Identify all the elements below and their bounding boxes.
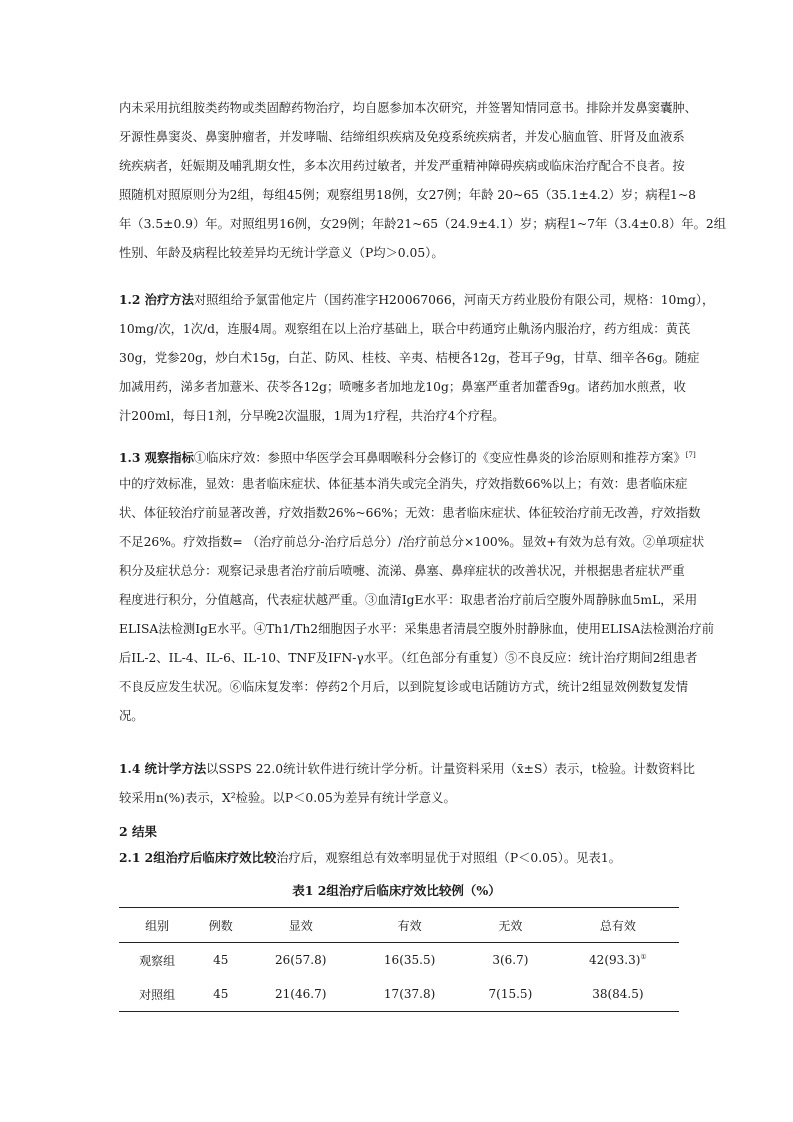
section-1-3-heading: 1.3 观察指标 (119, 450, 194, 465)
intro-line-4: 照随机对照原则分为2组，每组45例；观察组男18例，女27例；年龄 20~65（35.1±4.2）岁；病程1~8 (119, 188, 696, 202)
col-cases: 例数 (195, 908, 246, 943)
table-cell: 7(15.5) (464, 977, 557, 1012)
col-total: 总有效 (557, 908, 679, 943)
section-1-2-line-3: 30g，党参20g，炒白术15g，白芷、防风、桂枝、辛夷、桔梗各12g，苍耳子9g，甘草、细辛各6g。随症 (119, 351, 700, 365)
table-cell: 17(37.8) (355, 977, 464, 1012)
section-1-3-line-1: 1.3 观察指标①临床疗效：参照中华医学会耳鼻咽喉科分会修订的《变应性鼻炎的诊治原则和推荐方案》[7] (119, 450, 696, 465)
table-header-row (119, 908, 679, 943)
section-1-4-heading: 1.4 统计学方法 (119, 761, 207, 776)
col-marked: 显效 (246, 908, 355, 943)
intro-line-6: 性别、年龄及病程比较差异均无统计学意义（P均＞0.05）。 (119, 246, 444, 260)
col-ineffective: 无效 (464, 908, 557, 943)
section-1-3-line-3: 状、体征较治疗前显著改善，疗效指数26%~66%；无效：患者临床症状、体征较治疗前无改善，疗效指数 (119, 506, 701, 520)
table-row (119, 943, 679, 978)
section-1-4-line-1: 1.4 统计学方法以SSPS 22.0统计软件进行统计学分析。计量资料采用（x̄±S）表示，t检验。计数资料比 (119, 761, 695, 776)
table-cell: 26(57.8) (275, 953, 327, 967)
efficacy-table (119, 907, 679, 1012)
section-1-3-line-8: 后IL-2、IL-4、IL-6、IL-10、TNF及IFN-γ水平。（红色部分有重复）⑤不良反应：统计治疗期间2组患者 (119, 651, 698, 665)
section-2-1-heading: 2.1 2组治疗后临床疗效比较 (119, 850, 277, 865)
table-cell: 16(35.5) (383, 953, 436, 967)
table-cell-total: 42(93.3)① (589, 953, 647, 967)
section-1-2-line-1: 1.2 治疗方法对照组给予氯雷他定片（国药准字H20067066，河南天方药业股份有限公司，规格：10mg）， (119, 292, 715, 307)
table-cell: 21(46.7) (246, 977, 355, 1012)
table-cell: 45 (213, 953, 229, 967)
section-1-3-line-9: 不良反应发生状况。⑥临床复发率：停药2个月后，以到院复诊或电话随访方式，统计2组显效例数复发情 (119, 680, 689, 694)
section-1-2-heading: 1.2 治疗方法 (119, 292, 194, 307)
section-1-3-line-10: 况。 (119, 709, 144, 723)
intro-line-3: 统疾病者，妊娠期及哺乳期女性，多本次用药过敏者，并发严重精神障碍疾病或临床治疗配合不良者。按 (119, 159, 685, 173)
significance-mark: ① (640, 953, 647, 961)
col-effective: 有效 (355, 908, 464, 943)
section-2-1-line: 2.1 2组治疗后临床疗效比较治疗后，观察组总有效率明显优于对照组（P＜0.05）。见表1。 (119, 850, 621, 865)
reference-mark: [7] (685, 451, 696, 459)
section-1-3-line-5: 积分及症状总分：观察记录患者治疗前后喷嚏、流涕、鼻塞、鼻痒症状的改善状况，并根据患者症状严重 (119, 564, 685, 578)
section-2-heading: 2 结果 (119, 824, 158, 839)
section-1-2-line-2: 10mg/次，1次/d，连服4周。观察组在以上治疗基础上，联合中药通窍止鼽汤内服治疗，药方组成：黄芪 (119, 322, 691, 336)
table-cell: 对照组 (119, 977, 195, 1012)
intro-line-1: 内未采用抗组胺类药物或类固醇药物治疗，均自愿参加本次研究，并签署知情同意书。排除并发鼻窦囊肿、 (119, 101, 697, 115)
col-group: 组别 (119, 908, 195, 943)
section-1-3-line-6: 程度进行积分，分值越高，代表症状越严重。③血清IgE水平：取患者治疗前后空腹外周静脉血5mL，采用 (119, 593, 698, 607)
table-row (119, 977, 679, 1012)
table-cell: 观察组 (139, 953, 176, 968)
intro-line-2: 牙源性鼻窦炎、鼻窦肿瘤者，并发哮喘、结缔组织疾病及免疫系统疾病者，并发心脑血管、肝肾及血液系 (119, 130, 685, 144)
table-cell: 45 (195, 977, 246, 1012)
section-1-3-line-4: 不足26%。疗效指数= （治疗前总分-治疗后总分）/治疗前总分×100%。显效+有效为总有效。②单项症状 (119, 535, 705, 549)
intro-line-5: 年（3.5±0.9）年。对照组男16例，女29例；年龄21~65（24.9±4.1）岁；病程1~7年（3.4±0.8）年。2组 (119, 217, 727, 231)
section-1-4-line-2: 较采用n(%)表示，X²检验。以P＜0.05为差异有统计学意义。 (119, 791, 456, 805)
section-1-2-line-5: 汁200ml，每日1剂，分早晚2次温服，1周为1疗程，共治疗4个疗程。 (119, 409, 505, 423)
section-1-2-line-4: 加减用药，涕多者加薏米、茯苓各12g；喷嚏多者加地龙10g；鼻塞严重者加藿香9g。诸药加水煎煮，收 (119, 380, 686, 394)
table-cell: 3(6.7) (492, 953, 529, 967)
table-caption: 表1 2组治疗后临床疗效比较例（%） (292, 883, 501, 898)
table-cell: 38(84.5) (557, 977, 679, 1012)
section-1-3-line-7: ELISA法检测IgE水平。④Th1/Th2细胞因子水平：采集患者清晨空腹外肘静脉血，使用ELISA法检测治疗前 (119, 622, 715, 636)
section-1-3-line-2: 中的疗效标准，显效：患者临床症状、体征基本消失或完全消失，疗效指数66%以上；有效：患者临床症 (119, 477, 688, 491)
